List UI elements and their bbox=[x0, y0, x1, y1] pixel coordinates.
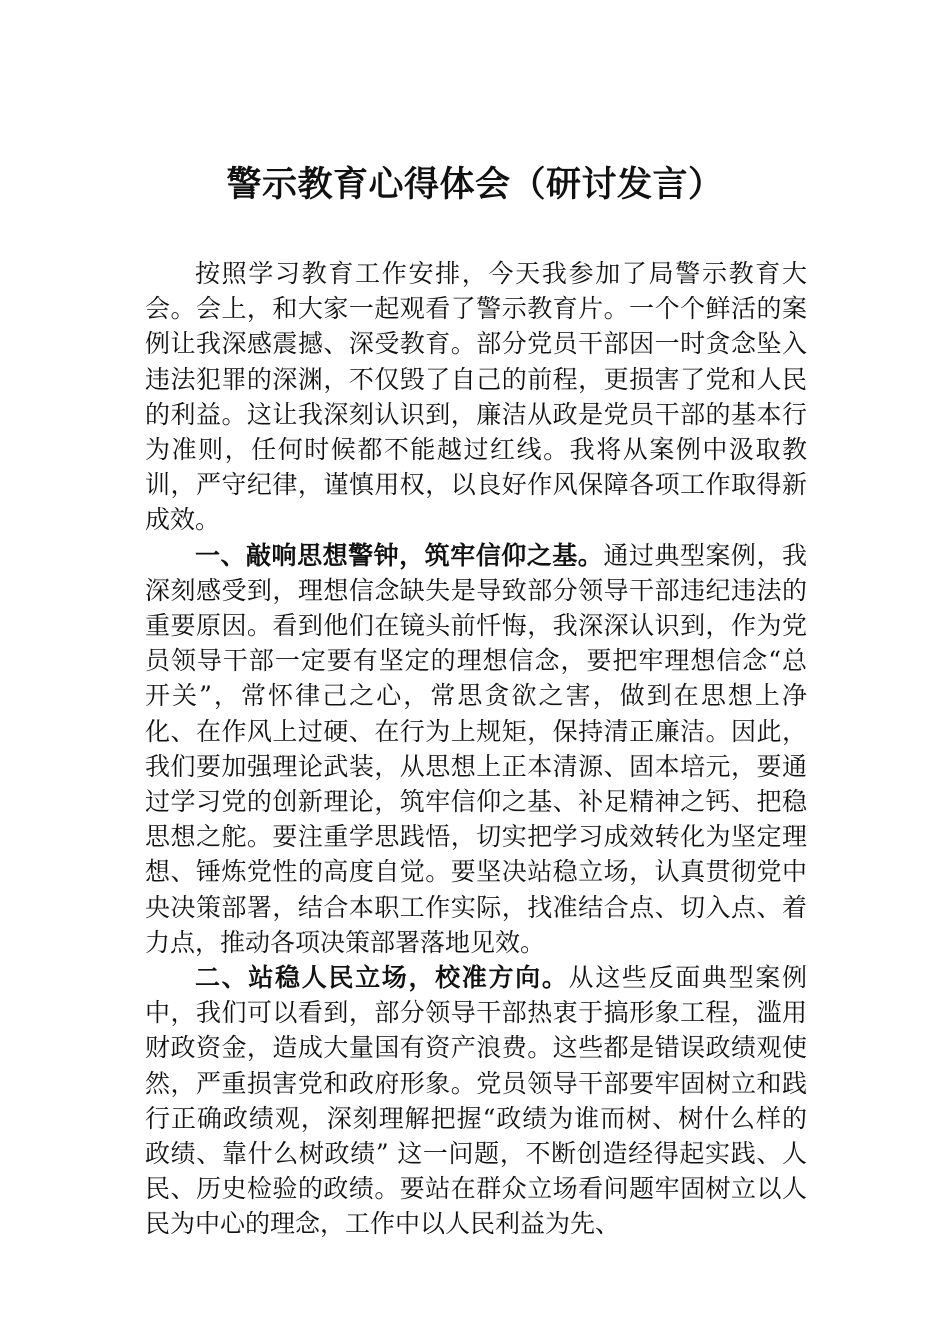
paragraph-text: 通过典型案例，我深刻感受到，理想信念缺失是导致部分领导干部违纪违法的重要原因。看到他们在镜头前忏悔，我深深认识到，作为党员领导干部一定要有坚定的理想信念，要把牢理想信念“总开关”，常怀律己之心，常思贪欲之害，做到在思想上净化、在作风上过硬、在行为上规矩，保持清正廉洁。因此，我们要加强理论武装，从思想上正本清源、固本培元，要通过学习党的创新理论，筑牢信仰之基、补足精神之钙、把稳思想之舵。要注重学思践悟，切实把学习成效转化为坚定理想、锤炼党性的高度自觉。要坚决站稳立场，认真贯彻党中央决策部署，结合本职工作实际，找准结合点、切入点、着力点，推动各项决策部署落地见效。 bbox=[145, 540, 807, 957]
document-title: 警示教育心得体会（研讨发言） bbox=[226, 165, 724, 205]
paragraph-text: 按照学习教育工作安排，今天我参加了局警示教育大会。会上，和大家一起观看了警示教育片。一个个鲜活的案例让我深感震撼、深受教育。部分党员干部因一时贪念坠入违法犯罪的深渊，不仅毁了自己的前程，更损害了党和人民的利益。这让我深刻认识到，廉洁从政是党员干部的基本行为准则，任何时候都不能越过红线。我将从案例中汲取教训，严守纪律，谨慎用权，以良好作风保障各项工作取得新成效。 bbox=[145, 259, 807, 535]
section-heading: 一、敲响思想警钟，筑牢信仰之基。 bbox=[195, 540, 604, 570]
document-body bbox=[145, 256, 807, 1242]
section-heading: 二、站稳人民立场，校准方向。 bbox=[195, 963, 569, 993]
paragraph-intro bbox=[145, 256, 807, 538]
paragraph-section-two bbox=[145, 960, 807, 1242]
paragraph-text: 从这些反面典型案例中，我们可以看到，部分领导干部热衷于搞形象工程，滥用财政资金，造成大量国有资产浪费。这些都是错误政绩观使然，严重损害党和政府形象。党员领导干部要牢固树立和践行正确政绩观，深刻理解把握“政绩为谁而树、树什么样的政绩、靠什么树政绩” 这一问题，不断创造经得起实践、人民、历史检验的政绩。要站在群众立场看问题牢固树立以人民为中心的理念，工作中以人民利益为先、 bbox=[145, 963, 807, 1239]
paragraph-section-one bbox=[145, 538, 807, 960]
